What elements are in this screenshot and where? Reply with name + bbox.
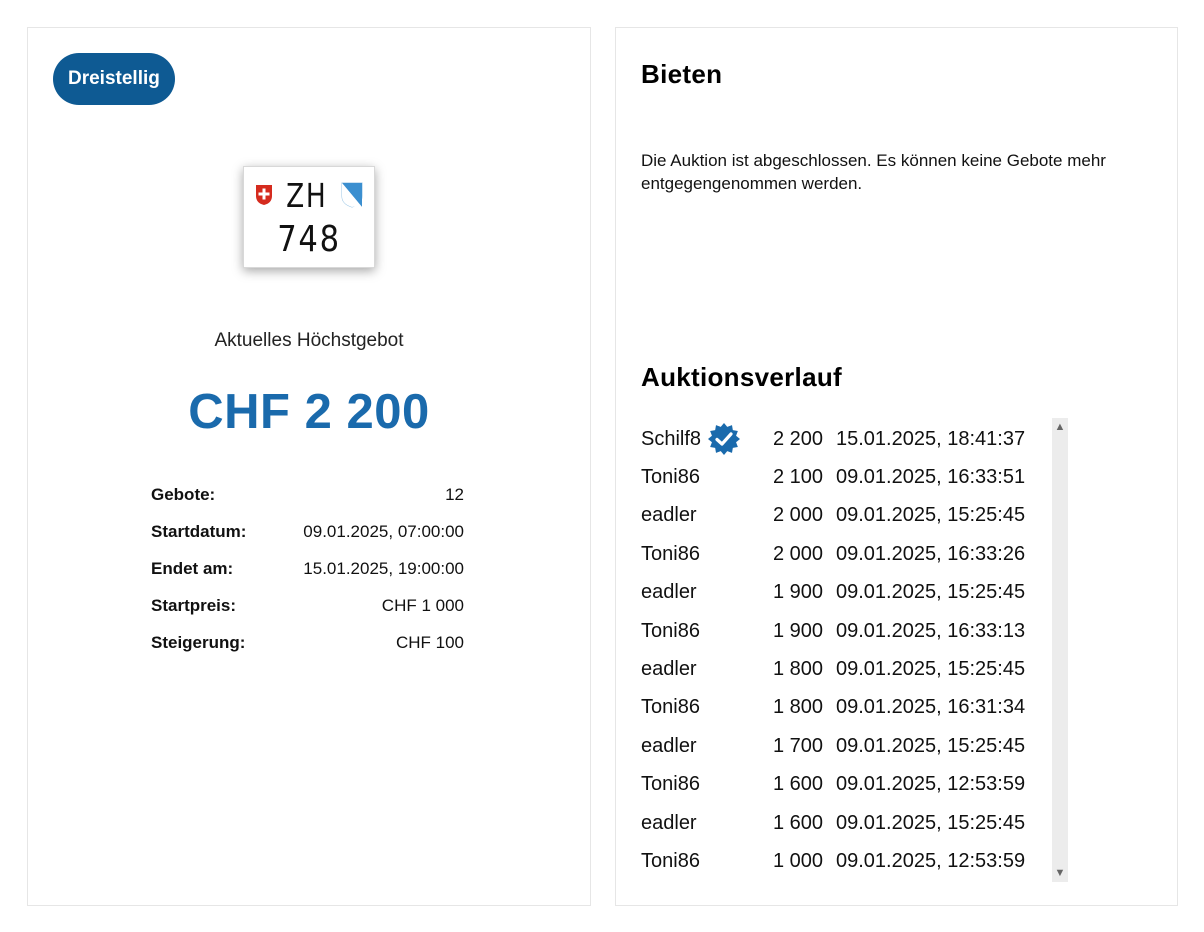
verified-badge-icon <box>707 422 741 456</box>
info-key: Startpreis: <box>151 595 237 615</box>
bidding-card <box>615 27 1178 906</box>
plate-number: 748 <box>277 219 341 260</box>
history-row <box>641 689 1041 727</box>
bid-timestamp: 09.01.2025, 16:33:13 <box>836 619 1026 642</box>
bid-amount: 1 600 <box>772 773 823 796</box>
info-key: Endet am: <box>151 558 234 578</box>
category-badge[interactable]: Dreistellig <box>53 53 175 105</box>
history-row <box>641 842 1041 880</box>
highest-bid-value: CHF 2 200 <box>188 385 430 439</box>
bidder-name: Toni86 <box>641 542 700 565</box>
bid-amount: 1 600 <box>772 811 823 834</box>
history-user-cell <box>641 581 761 604</box>
bid-timestamp: 09.01.2025, 16:33:26 <box>836 542 1026 565</box>
bidder-name: Toni86 <box>641 619 700 642</box>
history-row <box>641 535 1041 573</box>
history-user-cell <box>641 543 761 566</box>
history-user-cell <box>641 773 761 796</box>
bid-amount: 1 700 <box>772 734 823 757</box>
bid-amount: 2 100 <box>772 466 823 489</box>
history-user-cell <box>641 812 761 835</box>
history-user-cell <box>641 422 761 456</box>
history-scrollbar[interactable] <box>1052 418 1068 882</box>
bid-timestamp: 09.01.2025, 15:25:45 <box>836 811 1026 834</box>
bid-timestamp: 15.01.2025, 18:41:37 <box>836 427 1026 450</box>
bidder-name: Toni86 <box>641 466 700 489</box>
auction-closed-message: Die Auktion ist abgeschlossen. Es können keine Gebote mehr entgegengenommen werden. <box>641 151 1106 193</box>
history-section-title: Auktionsverlauf <box>641 362 842 392</box>
info-key: Steigerung: <box>151 632 246 652</box>
info-value: 09.01.2025, 07:00:00 <box>303 521 464 541</box>
bid-timestamp: 09.01.2025, 15:25:45 <box>836 734 1026 757</box>
bid-amount: 1 900 <box>772 619 823 642</box>
history-row <box>641 727 1041 765</box>
info-row-bids <box>151 476 464 513</box>
info-value: 15.01.2025, 19:00:00 <box>303 558 464 578</box>
info-row-start-date <box>151 513 464 550</box>
history-user-cell <box>641 658 761 681</box>
info-value: CHF 100 <box>395 632 464 652</box>
bidder-name: eadler <box>641 811 697 834</box>
bidder-name: Toni86 <box>641 773 700 796</box>
history-user-cell <box>641 696 761 719</box>
bidder-name: eadler <box>641 504 697 527</box>
bid-amount: 1 800 <box>772 696 823 719</box>
history-row <box>641 420 1041 458</box>
bid-amount: 2 000 <box>772 542 823 565</box>
bidder-name: eadler <box>641 658 697 681</box>
auction-info-table <box>151 476 464 661</box>
info-key: Startdatum: <box>151 521 247 541</box>
bidder-name: Schilf8 <box>641 427 702 450</box>
auction-history-list <box>641 420 1041 881</box>
history-row <box>641 766 1041 804</box>
bid-amount: 1 800 <box>772 658 823 681</box>
info-key: Gebote: <box>151 484 216 504</box>
history-row <box>641 804 1041 842</box>
history-row <box>641 612 1041 650</box>
bid-timestamp: 09.01.2025, 15:25:45 <box>836 504 1026 527</box>
zurich-coat-of-arms-icon <box>341 182 363 208</box>
bidder-name: eadler <box>641 581 697 604</box>
scroll-up-arrow-icon[interactable]: ▲ <box>1054 421 1066 433</box>
history-user-cell <box>641 850 761 873</box>
history-row <box>641 497 1041 535</box>
history-user-cell <box>641 466 761 489</box>
license-plate <box>243 166 375 268</box>
bid-amount: 2 200 <box>772 427 823 450</box>
bid-timestamp: 09.01.2025, 16:31:34 <box>836 696 1026 719</box>
history-user-cell <box>641 620 761 643</box>
info-value: 12 <box>445 484 464 504</box>
bid-timestamp: 09.01.2025, 12:53:59 <box>836 773 1026 796</box>
bid-timestamp: 09.01.2025, 12:53:59 <box>836 849 1026 872</box>
info-row-end-date <box>151 550 464 587</box>
info-row-start-price <box>151 587 464 624</box>
history-row <box>641 574 1041 612</box>
bidder-name: Toni86 <box>641 696 700 719</box>
info-row-increment <box>151 624 464 661</box>
plate-canton: ZH <box>286 175 328 215</box>
plate-top-row <box>244 175 374 215</box>
bid-amount: 1 000 <box>772 849 823 872</box>
bid-section-title: Bieten <box>641 59 723 89</box>
bid-timestamp: 09.01.2025, 15:25:45 <box>836 658 1026 681</box>
highest-bid-label: Aktuelles Höchstgebot <box>214 330 404 351</box>
history-row <box>641 650 1041 688</box>
auction-details-card <box>27 27 591 906</box>
bid-amount: 1 900 <box>772 581 823 604</box>
bid-timestamp: 09.01.2025, 16:33:51 <box>836 466 1026 489</box>
swiss-flag-icon <box>255 184 273 206</box>
history-user-cell <box>641 504 761 527</box>
history-row <box>641 458 1041 496</box>
info-value: CHF 1 000 <box>381 595 464 615</box>
bidder-name: Toni86 <box>641 849 700 872</box>
bidder-name: eadler <box>641 734 697 757</box>
history-user-cell <box>641 735 761 758</box>
scroll-down-arrow-icon[interactable]: ▼ <box>1054 867 1066 879</box>
bid-timestamp: 09.01.2025, 15:25:45 <box>836 581 1026 604</box>
bid-amount: 2 000 <box>772 504 823 527</box>
